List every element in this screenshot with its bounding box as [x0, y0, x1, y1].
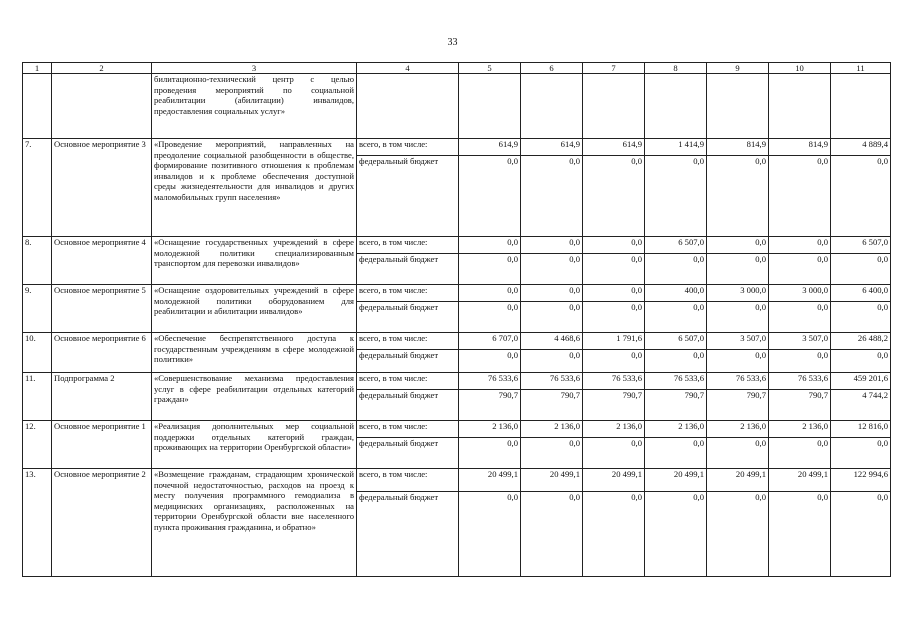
amount-cell: 0,0 [521, 492, 583, 577]
amount-cell: 6 400,0 [831, 285, 891, 302]
amount-cell: 0,0 [459, 156, 521, 237]
amount-cell: 0,0 [769, 156, 831, 237]
column-number-row [23, 63, 891, 74]
amount-cell: 0,0 [769, 237, 831, 254]
column-header: 11 [831, 63, 891, 74]
funding-source: федеральный бюджет [357, 302, 459, 333]
amount-cell: 4 889,4 [831, 139, 891, 156]
row-name: Основное мероприятие 3 [52, 139, 152, 237]
amount-cell: 6 507,0 [645, 237, 707, 254]
amount-cell: 0,0 [583, 492, 645, 577]
amount-cell: 0,0 [707, 156, 769, 237]
amount-cell: 122 994,6 [831, 469, 891, 492]
amount-cell: 0,0 [769, 350, 831, 373]
amount-cell: 0,0 [583, 156, 645, 237]
amount-cell: 0,0 [521, 350, 583, 373]
amount-cell: 0,0 [831, 438, 891, 469]
amount-cell: 76 533,6 [769, 373, 831, 390]
amount-cell: 614,9 [521, 139, 583, 156]
row-number: 7. [23, 139, 52, 237]
funding-source: всего, в том числе: [357, 469, 459, 492]
amount-cell: 0,0 [645, 350, 707, 373]
amount-cell: 4 744,2 [831, 390, 891, 421]
row-description: «Оснащение оздоровительных учреждений в сфере молодежной политики оборудованием для реабилитации и абилитации инвалидов» [152, 285, 357, 333]
amount-cell: 614,9 [583, 139, 645, 156]
column-header: 2 [52, 63, 152, 74]
amount-cell: 459 201,6 [831, 373, 891, 390]
funding-source: всего, в том числе: [357, 139, 459, 156]
amount-cell: 2 136,0 [645, 421, 707, 438]
funding-source: всего, в том числе: [357, 237, 459, 254]
amount-cell: 3 507,0 [769, 333, 831, 350]
amount-cell: 790,7 [707, 390, 769, 421]
amount-cell: 1 414,9 [645, 139, 707, 156]
amount-cell: 76 533,6 [707, 373, 769, 390]
amount-cell: 0,0 [583, 285, 645, 302]
amount-cell: 0,0 [459, 254, 521, 285]
amount-cell: 0,0 [521, 285, 583, 302]
amount-cell: 0,0 [645, 492, 707, 577]
amount-cell: 2 136,0 [521, 421, 583, 438]
column-header: 1 [23, 63, 52, 74]
column-header: 5 [459, 63, 521, 74]
amount-cell: 3 507,0 [707, 333, 769, 350]
column-header: 9 [707, 63, 769, 74]
amount-cell: 0,0 [831, 156, 891, 237]
row-number: 10. [23, 333, 52, 373]
amount-cell: 0,0 [521, 302, 583, 333]
amount-cell: 26 488,2 [831, 333, 891, 350]
row-description: «Проведение мероприятий, направленных на преодоление социальной разобщенности в обществе, формирование позитивного отношения к проблемам инвалидов и к проблеме обеспечения доступной среды жизнедеятельности для инвалидов и других маломобильных групп населения» [152, 139, 357, 237]
amount-cell: 0,0 [645, 302, 707, 333]
column-header: 3 [152, 63, 357, 74]
amount-cell: 814,9 [707, 139, 769, 156]
page-number: 33 [447, 37, 458, 48]
column-header: 4 [357, 63, 459, 74]
funding-source: федеральный бюджет [357, 254, 459, 285]
amount-cell: 0,0 [831, 302, 891, 333]
row-description: «Реализация дополнительных мер социальной поддержки отдельных категорий граждан, проживающих на территории Оренбургской области» [152, 421, 357, 469]
funding-source: федеральный бюджет [357, 492, 459, 577]
amount-cell: 0,0 [769, 492, 831, 577]
row-number: 8. [23, 237, 52, 285]
amount-cell: 0,0 [831, 350, 891, 373]
amount-cell: 20 499,1 [769, 469, 831, 492]
amount-cell: 0,0 [583, 438, 645, 469]
funding-source: федеральный бюджет [357, 350, 459, 373]
funding-source: всего, в том числе: [357, 285, 459, 302]
row-name: Основное мероприятие 1 [52, 421, 152, 469]
amount-cell: 614,9 [459, 139, 521, 156]
amount-cell: 2 136,0 [707, 421, 769, 438]
amount-cell: 6 707,0 [459, 333, 521, 350]
funding-source: всего, в том числе: [357, 421, 459, 438]
row-number: 11. [23, 373, 52, 421]
table-row [23, 139, 891, 156]
amount-cell: 0,0 [707, 350, 769, 373]
amount-cell: 790,7 [645, 390, 707, 421]
amount-cell: 2 136,0 [459, 421, 521, 438]
amount-cell: 0,0 [459, 438, 521, 469]
amount-cell: 0,0 [645, 156, 707, 237]
amount-cell: 6 507,0 [645, 333, 707, 350]
amount-cell: 0,0 [459, 285, 521, 302]
amount-cell: 400,0 [645, 285, 707, 302]
amount-cell: 0,0 [583, 350, 645, 373]
row-number: 9. [23, 285, 52, 333]
amount-cell: 790,7 [521, 390, 583, 421]
amount-cell: 20 499,1 [521, 469, 583, 492]
table-row [23, 373, 891, 390]
amount-cell: 0,0 [521, 237, 583, 254]
amount-cell: 0,0 [707, 302, 769, 333]
amount-cell: 76 533,6 [521, 373, 583, 390]
amount-cell: 790,7 [769, 390, 831, 421]
column-header: 7 [583, 63, 645, 74]
amount-cell: 0,0 [521, 156, 583, 237]
amount-cell: 0,0 [583, 237, 645, 254]
row-name: Подпрограмма 2 [52, 373, 152, 421]
amount-cell: 0,0 [459, 350, 521, 373]
column-header: 8 [645, 63, 707, 74]
amount-cell: 0,0 [769, 438, 831, 469]
amount-cell: 0,0 [583, 254, 645, 285]
amount-cell: 6 507,0 [831, 237, 891, 254]
row-number: 12. [23, 421, 52, 469]
row-name: Основное мероприятие 2 [52, 469, 152, 577]
amount-cell: 3 000,0 [769, 285, 831, 302]
continuation-description: билитационно-технический центр с целью проведения мероприятий по социальной реабилитации (абилитации) инвалидов, предоставления социальных услуг» [152, 74, 357, 139]
amount-cell: 20 499,1 [459, 469, 521, 492]
amount-cell: 0,0 [707, 237, 769, 254]
amount-cell: 0,0 [831, 254, 891, 285]
amount-cell: 0,0 [583, 302, 645, 333]
amount-cell: 4 468,6 [521, 333, 583, 350]
row-name: Основное мероприятие 5 [52, 285, 152, 333]
amount-cell: 76 533,6 [583, 373, 645, 390]
funding-source: федеральный бюджет [357, 438, 459, 469]
row-description: «Обеспечение беспрепятственного доступа к государственным учреждениям в сфере молодежной политики» [152, 333, 357, 373]
row-description: «Оснащение государственных учреждений в сфере молодежной политики специализированным транспортом для перевозки инвалидов» [152, 237, 357, 285]
amount-cell: 0,0 [459, 492, 521, 577]
budget-table [22, 62, 891, 577]
continuation-row [23, 74, 891, 139]
amount-cell: 0,0 [521, 438, 583, 469]
amount-cell: 0,0 [769, 302, 831, 333]
column-header: 10 [769, 63, 831, 74]
row-description: «Совершенствование механизма предоставления услуг в сфере реабилитации отдельных категорий граждан» [152, 373, 357, 421]
row-name: Основное мероприятие 6 [52, 333, 152, 373]
table-row [23, 333, 891, 350]
amount-cell: 0,0 [459, 302, 521, 333]
row-description: «Возмещение гражданам, страдающим хронической почечной недостаточностью, расходов на проезд к месту получения программного гемодиализа в медицинских организациях, расположенных на территории Оренбургской области вне населенного пункта проживания гражданина, и обратно» [152, 469, 357, 577]
amount-cell: 0,0 [707, 438, 769, 469]
amount-cell: 76 533,6 [459, 373, 521, 390]
amount-cell: 2 136,0 [583, 421, 645, 438]
row-name: Основное мероприятие 4 [52, 237, 152, 285]
funding-source: всего, в том числе: [357, 373, 459, 390]
amount-cell: 76 533,6 [645, 373, 707, 390]
amount-cell: 790,7 [583, 390, 645, 421]
table-row [23, 237, 891, 254]
amount-cell: 20 499,1 [707, 469, 769, 492]
table-row [23, 285, 891, 302]
amount-cell: 0,0 [645, 254, 707, 285]
amount-cell: 20 499,1 [583, 469, 645, 492]
amount-cell: 20 499,1 [645, 469, 707, 492]
amount-cell: 0,0 [459, 237, 521, 254]
amount-cell: 790,7 [459, 390, 521, 421]
table-row [23, 421, 891, 438]
column-header: 6 [521, 63, 583, 74]
amount-cell: 0,0 [831, 492, 891, 577]
amount-cell: 1 791,6 [583, 333, 645, 350]
amount-cell: 0,0 [645, 438, 707, 469]
funding-source: федеральный бюджет [357, 390, 459, 421]
funding-source: федеральный бюджет [357, 156, 459, 237]
amount-cell: 0,0 [769, 254, 831, 285]
amount-cell: 0,0 [707, 254, 769, 285]
amount-cell: 0,0 [707, 492, 769, 577]
amount-cell: 3 000,0 [707, 285, 769, 302]
funding-source: всего, в том числе: [357, 333, 459, 350]
row-number: 13. [23, 469, 52, 577]
table-row [23, 469, 891, 492]
amount-cell: 814,9 [769, 139, 831, 156]
amount-cell: 2 136,0 [769, 421, 831, 438]
amount-cell: 12 816,0 [831, 421, 891, 438]
amount-cell: 0,0 [521, 254, 583, 285]
